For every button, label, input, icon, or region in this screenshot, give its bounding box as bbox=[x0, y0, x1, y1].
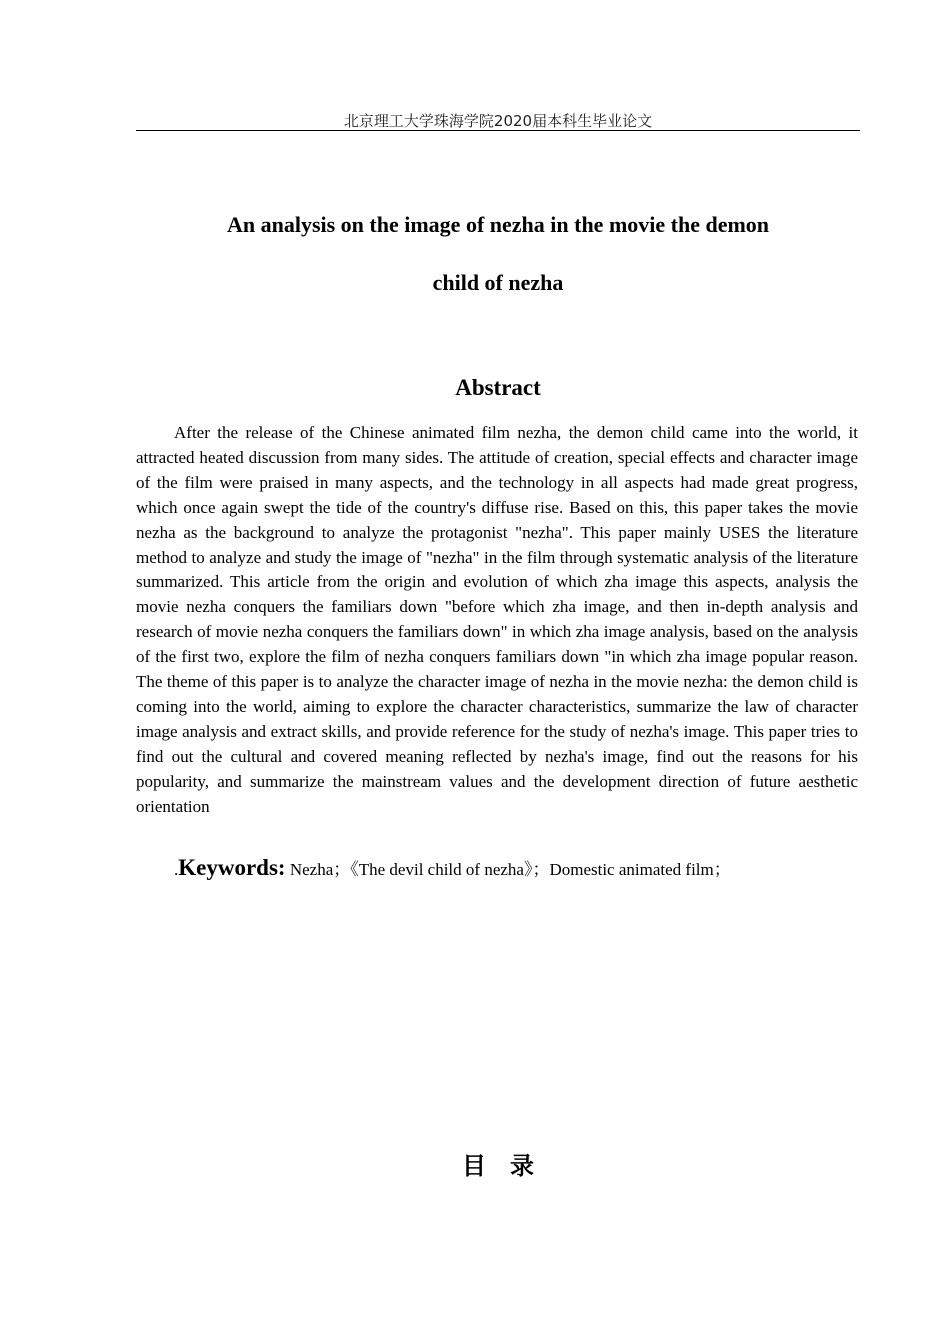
paper-title-line-2: child of nezha bbox=[432, 270, 564, 295]
paper-title-line-1: An analysis on the image of nezha in the movie the demon bbox=[226, 212, 770, 237]
abstract-heading: Abstract bbox=[455, 375, 541, 400]
toc-heading: 目录 bbox=[462, 1152, 558, 1180]
keywords-prefix: . bbox=[174, 860, 179, 879]
running-header: 北京理工大学珠海学院2020届本科生毕业论文 bbox=[343, 112, 653, 130]
paper-title bbox=[136, 196, 860, 312]
keywords-label: Keywords: bbox=[178, 855, 286, 880]
keywords-line bbox=[174, 852, 731, 886]
keywords-items: Nezha；《The devil child of nezha》；Domestic animated film； bbox=[285, 860, 731, 879]
abstract-body: After the release of the Chinese animated film nezha, the demon child came into the world, it attracted heated discussion from many sides. The attitude of creation, special effects and character image of the film were praised in many aspects, and the technology in all aspects had made great progress, which once again swept the tide of the country's diffuse rise. Based on this, this paper takes the movie nezha as the background to analyze the protagonist "nezha". This paper mainly USES the literature method to analyze and study the image of "nezha" in the film through systematic analysis of the literature summarized. This article from the origin and evolution of which zha image this aspects, analysis the movie nezha conquers the familiars down "before which zha image, and then in-depth analysis and research of movie nezha conquers the familiars down" in which zha image analysis, based on the analysis of the first two, explore the film of nezha conquers familiars down "in which zha image popular reason. The theme of this paper is to analyze the character image of nezha in the movie nezha: the demon child is coming into the world, aiming to explore the character characteristics, summarize the law of character image analysis and extract skills, and provide reference for the study of nezha's image. This paper tries to find out the cultural and covered meaning reflected by nezha's image, find out the reasons for his popularity, and summarize the mainstream values and the development direction of future aesthetic orientation bbox=[136, 423, 858, 816]
header-rule bbox=[136, 130, 860, 131]
